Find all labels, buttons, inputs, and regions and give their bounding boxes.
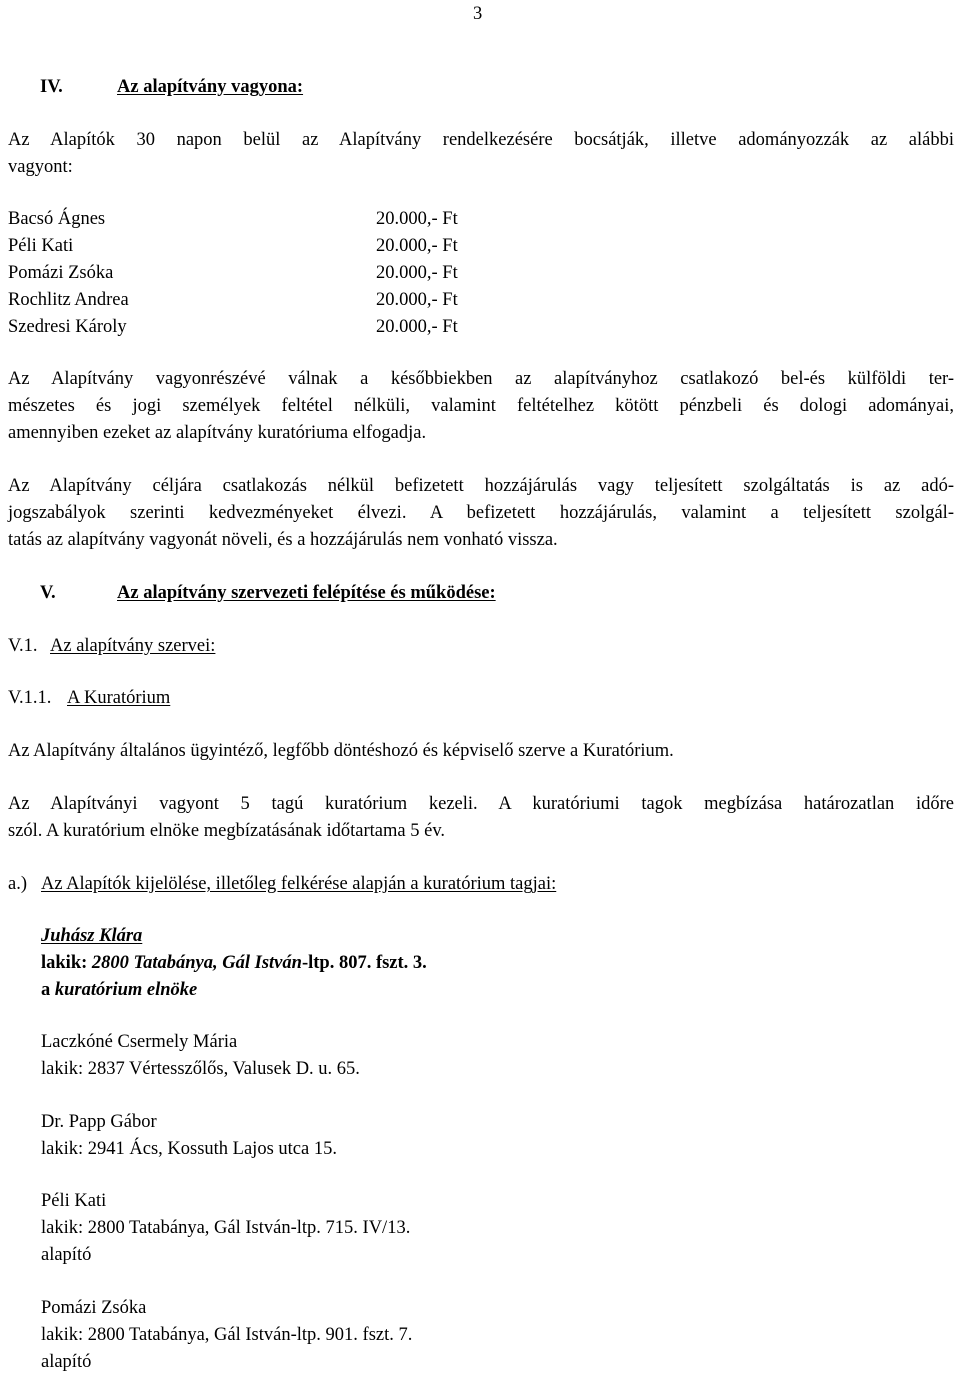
address-label: lakik: [41,953,88,973]
paragraph-line: Az Alapítvány általános ügyintéző, legfőbb döntéshozó és képviselő szerve a Kuratórium. [8,741,674,761]
subsection-number: V.1. [8,636,38,656]
member-role: alapító [41,1245,92,1265]
section-number: IV. [40,77,63,97]
donor-amount: 20.000,- Ft [376,263,458,283]
paragraph-line: szól. A kuratórium elnöke megbízatásának időtartama 5 év. [8,821,446,841]
donor-amount: 20.000,- Ft [376,317,458,337]
donor-name: Szedresi Károly [8,317,127,337]
paragraph-line: tatás az alapítvány vagyonát növeli, és a hozzájárulás nem vonható vissza. [8,530,558,550]
address-city-street: 2800 Tatabánya, Gál István [91,953,302,973]
paragraph-line: Az Alapítvány céljára csatlakozás nélkül befizetett hozzájárulás vagy teljesített szolgáltatás is az adó- [8,476,954,496]
section-number: V. [40,583,56,603]
role-article: a [41,980,51,1000]
member-name: Juhász Klára [41,926,143,946]
donor-amount: 20.000,- Ft [376,209,458,229]
member-role [41,981,197,1000]
donor-name: Bacsó Ágnes [8,209,106,229]
paragraph-line: jogszabályok szerinti kedvezményeket élvezi. A befizetett hozzájárulás, valamint a teljesített szolgál- [8,503,954,523]
page-number: 3 [473,4,483,24]
address-number: -ltp. 807. fszt. 3. [301,953,427,973]
member-address [41,954,427,973]
paragraph-line: mészetes és jogi személyek feltétel nélküli, valamint feltételhez kötött pénzbeli és dologi adományai, [8,396,954,416]
donor-name: Rochlitz Andrea [8,290,129,310]
list-marker: a.) [8,874,27,894]
subsection-number: V.1.1. [8,688,52,708]
section-title: Az alapítvány vagyona: [117,77,304,97]
subsection-title: A Kuratórium [67,688,171,708]
role-title: kuratórium elnöke [54,980,198,1000]
donor-name: Péli Kati [8,236,74,256]
intro-line: Az Alapítók 30 napon belül az Alapítvány rendelkezésére bocsátják, illetve adományozzák az alábbi [8,130,954,150]
section-title: Az alapítvány szervezeti felépítése és működése: [117,583,496,603]
member-address: lakik: 2800 Tatabánya, Gál István-ltp. 715. IV/13. [41,1218,411,1238]
member-name: Dr. Papp Gábor [41,1112,157,1132]
paragraph-line: amennyiben ezeket az alapítvány kuratóriuma elfogadja. [8,423,427,443]
member-address: lakik: 2800 Tatabánya, Gál István-ltp. 901. fszt. 7. [41,1325,413,1345]
member-role: alapító [41,1352,92,1372]
member-address: lakik: 2837 Vértesszőlős, Valusek D. u. 65. [41,1059,360,1079]
subsection-title: Az alapítvány szervei: [50,636,216,656]
donor-amount: 20.000,- Ft [376,236,458,256]
donor-amount: 20.000,- Ft [376,290,458,310]
member-address: lakik: 2941 Ács, Kossuth Lajos utca 15. [41,1139,337,1159]
member-name: Pomázi Zsóka [41,1298,147,1318]
paragraph-line: Az Alapítvány vagyonrészévé válnak a későbbiekben az alapítványhoz csatlakozó bel-és külföldi ter- [8,369,954,389]
donor-name: Pomázi Zsóka [8,263,114,283]
paragraph-line: Az Alapítványi vagyont 5 tagú kuratórium kezeli. A kuratóriumi tagok megbízása határozatlan időre [8,794,954,814]
member-name: Laczkóné Csermely Mária [41,1032,238,1052]
list-heading: Az Alapítók kijelölése, illetőleg felkérése alapján a kuratórium tagjai: [41,874,557,894]
intro-line: vagyont: [8,157,73,177]
member-name: Péli Kati [41,1191,107,1211]
